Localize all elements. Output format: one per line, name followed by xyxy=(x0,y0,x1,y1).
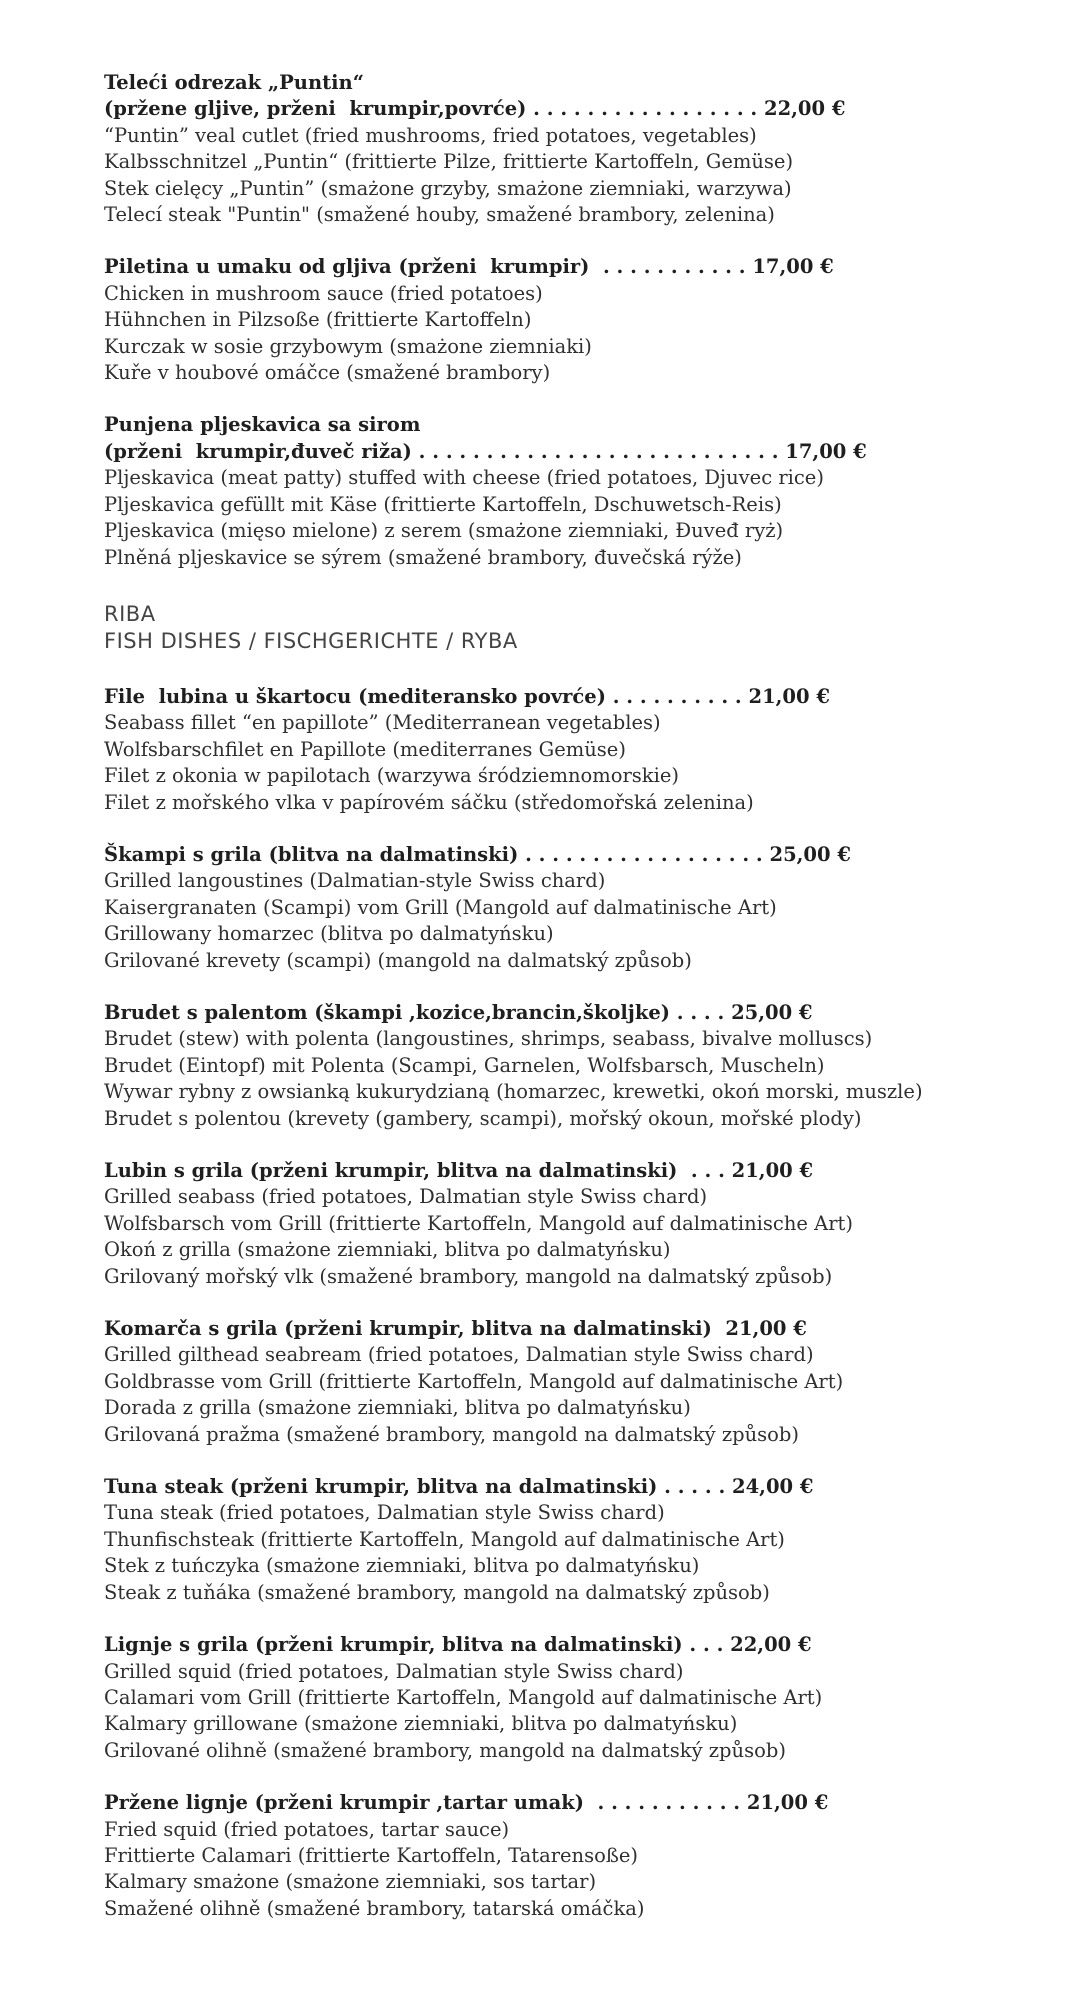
dish-title: Lubin s grila (prženi krumpir, blitva na dalmatinski) . . . 21,00 € xyxy=(104,1159,814,1182)
dish-translation: Thunfischsteak (frittierte Kartoffeln, Mangold auf dalmatinische Art) xyxy=(104,1527,785,1551)
dish-translation: Stek cielęcy „Puntin” (smażone grzyby, smażone ziemniaki, warzywa) xyxy=(104,176,792,200)
dish-title: Pržene lignje (prženi krumpir ,tartar umak) . . . . . . . . . . . 21,00 € xyxy=(104,1791,829,1815)
dish-translation: Telecí steak "Puntin" (smažené houby, smažené brambory, zelenina) xyxy=(104,203,775,227)
dish-translation: Filet z okonia w papilotach (warzywa śródziemnomorskie) xyxy=(104,764,680,788)
dish-translation: Pljeskavica (meat patty) stuffed with cheese (fried potatoes, Djuvec rice) xyxy=(104,466,824,490)
menu-item xyxy=(104,254,1004,386)
dish-translation: Kalmary grillowane (smażone ziemniaki, blitva po dalmatyńsku) xyxy=(104,1712,738,1736)
dish-title: (prženi krumpir,đuveč riža) . . . . . . . . . . . . . . . . . . . . . . . . . . . 17,00 € xyxy=(104,439,867,463)
dish-translation: Pljeskavica (mięso mielone) z serem (smażone ziemniaki, Đuveđ ryż) xyxy=(104,519,784,543)
dish-translation: Brudet (Eintopf) mit Polenta (Scampi, Garnelen, Wolfsbarsch, Muscheln) xyxy=(104,1053,825,1077)
fish-dishes-section xyxy=(104,684,1004,1922)
menu-item xyxy=(104,1474,1004,1606)
dish-translation: Grilled seabass (fried potatoes, Dalmatian style Swiss chard) xyxy=(104,1185,708,1209)
dish-translation: Grilované olihně (smažené brambory, mangold na dalmatský způsob) xyxy=(104,1738,786,1762)
dish-title: (pržene gljive, prženi krumpir,povrće) . . . . . . . . . . . . . . . . . 22,00 € xyxy=(104,97,846,121)
dish-translation: Stek z tuńczyka (smażone ziemniaki, blitva po dalmatyńsku) xyxy=(104,1554,700,1578)
dish-translation: Grilované krevety (scampi) (mangold na dalmatský způsob) xyxy=(104,948,692,972)
dish-translation: Dorada z grilla (smażone ziemniaki, blitva po dalmatyńsku) xyxy=(104,1396,691,1420)
dish-translation: “Puntin” veal cutlet (fried mushrooms, fried potatoes, vegetables) xyxy=(104,123,757,147)
dish-translation: Grilovaný mořský vlk (smažené brambory, mangold na dalmatský způsob) xyxy=(104,1264,833,1288)
dish-title: File lubina u škartocu (mediteransko povrće) . . . . . . . . . . 21,00 € xyxy=(104,684,830,708)
menu-item xyxy=(104,1316,1004,1448)
dish-translation: Goldbrasse vom Grill (frittierte Kartoffeln, Mangold auf dalmatinische Art) xyxy=(104,1369,844,1393)
dish-title: Brudet s palentom (škampi ,kozice,brancin,školjke) . . . . 25,00 € xyxy=(104,1000,813,1024)
section-subtitle: FISH DISHES / FISCHGERICHTE / RYBA xyxy=(104,629,518,654)
dish-title: Piletina u umaku od gljiva (prženi krumpir) . . . . . . . . . . . 17,00 € xyxy=(104,255,834,279)
dish-translation: Brudet s polentou (krevety (gambery, scampi), mořský okoun, mořské plody) xyxy=(104,1106,862,1130)
dish-translation: Pljeskavica gefüllt mit Käse (frittierte Kartoffeln, Dschuwetsch-Reis) xyxy=(104,492,782,516)
dish-translation: Plněná pljeskavice se sýrem (smažené brambory, đuvečská rýže) xyxy=(104,545,742,569)
dish-translation: Steak z tuňáka (smažené brambory, mangold na dalmatský způsob) xyxy=(104,1580,770,1604)
dish-title: Punjena pljeskavica sa sirom xyxy=(104,413,421,437)
dish-translation: Grilovaná pražma (smažené brambory, mangold na dalmatský způsob) xyxy=(104,1422,799,1446)
dish-translation: Kurczak w sosie grzybowym (smażone ziemniaki) xyxy=(104,334,592,358)
dish-translation: Okoń z grilla (smażone ziemniaki, blitva po dalmatyńsku) xyxy=(104,1238,671,1262)
dish-translation: Kalmary smażone (smażone ziemniaki, sos tartar) xyxy=(104,1870,597,1894)
dish-translation: Fried squid (fried potatoes, tartar sauce) xyxy=(104,1817,510,1841)
dish-translation: Grillowany homarzec (blitva po dalmatyńsku) xyxy=(104,922,554,946)
dish-translation: Filet z mořského vlka v papírovém sáčku (středomořská zelenina) xyxy=(104,790,754,814)
dish-translation: Brudet (stew) with polenta (langoustines, shrimps, seabass, bivalve molluscs) xyxy=(104,1027,873,1051)
dish-title: Tuna steak (prženi krumpir, blitva na dalmatinski) . . . . . 24,00 € xyxy=(104,1475,814,1499)
menu-item xyxy=(104,1158,1004,1290)
dish-translation: Wolfsbarsch vom Grill (frittierte Kartoffeln, Mangold auf dalmatinische Art) xyxy=(104,1211,853,1235)
dish-title: Teleći odrezak „Puntin“ xyxy=(104,71,364,94)
dish-translation: Chicken in mushroom sauce (fried potatoes) xyxy=(104,281,543,305)
dish-translation: Wywar rybny z owsianką kukurydzianą (homarzec, krewetki, okoń morski, muszle) xyxy=(104,1080,923,1104)
dish-title: Lignje s grila (prženi krumpir, blitva na dalmatinski) . . . 22,00 € xyxy=(104,1633,812,1657)
dish-title: Komarča s grila (prženi krumpir, blitva na dalmatinski) 21,00 € xyxy=(104,1317,807,1341)
dish-translation: Smažené olihně (smažené brambory, tatarská omáčka) xyxy=(104,1896,645,1920)
menu-item xyxy=(104,70,1004,228)
dish-translation: Grilled squid (fried potatoes, Dalmatian style Swiss chard) xyxy=(104,1659,684,1683)
menu-item xyxy=(104,684,1004,816)
dish-translation: Frittierte Calamari (frittierte Kartoffeln, Tatarensoße) xyxy=(104,1843,639,1867)
dish-translation: Seabass fillet “en papillote” (Mediterranean vegetables) xyxy=(104,711,661,735)
meat-dishes-section xyxy=(104,70,1004,571)
dish-translation: Calamari vom Grill (frittierte Kartoffeln, Mangold auf dalmatinische Art) xyxy=(104,1685,823,1709)
dish-translation: Grilled gilthead seabream (fried potatoes, Dalmatian style Swiss chard) xyxy=(104,1343,814,1367)
dish-translation: Grilled langoustines (Dalmatian-style Swiss chard) xyxy=(104,869,606,893)
dish-translation: Kuře v houbové omáčce (smažené brambory) xyxy=(104,361,551,385)
fish-section-heading xyxy=(104,601,1004,656)
dish-translation: Kaisergranaten (Scampi) vom Grill (Mangold auf dalmatinische Art) xyxy=(104,895,777,919)
dish-translation: Wolfsbarschfilet en Papillote (mediterranes Gemüse) xyxy=(104,737,626,761)
menu-list xyxy=(104,70,1004,1922)
menu-item xyxy=(104,1790,1004,1922)
menu-item xyxy=(104,842,1004,974)
section-title: RIBA xyxy=(104,601,156,626)
menu-item xyxy=(104,1632,1004,1764)
menu-item xyxy=(104,1000,1004,1132)
dish-title: Škampi s grila (blitva na dalmatinski) . . . . . . . . . . . . . . . . . . 25,00 € xyxy=(104,842,851,866)
menu-item xyxy=(104,412,1004,570)
dish-translation: Hühnchen in Pilzsoße (frittierte Kartoffeln) xyxy=(104,308,532,332)
dish-translation: Kalbsschnitzel „Puntin“ (frittierte Pilze, frittierte Kartoffeln, Gemüse) xyxy=(104,150,794,174)
dish-translation: Tuna steak (fried potatoes, Dalmatian style Swiss chard) xyxy=(104,1501,665,1525)
